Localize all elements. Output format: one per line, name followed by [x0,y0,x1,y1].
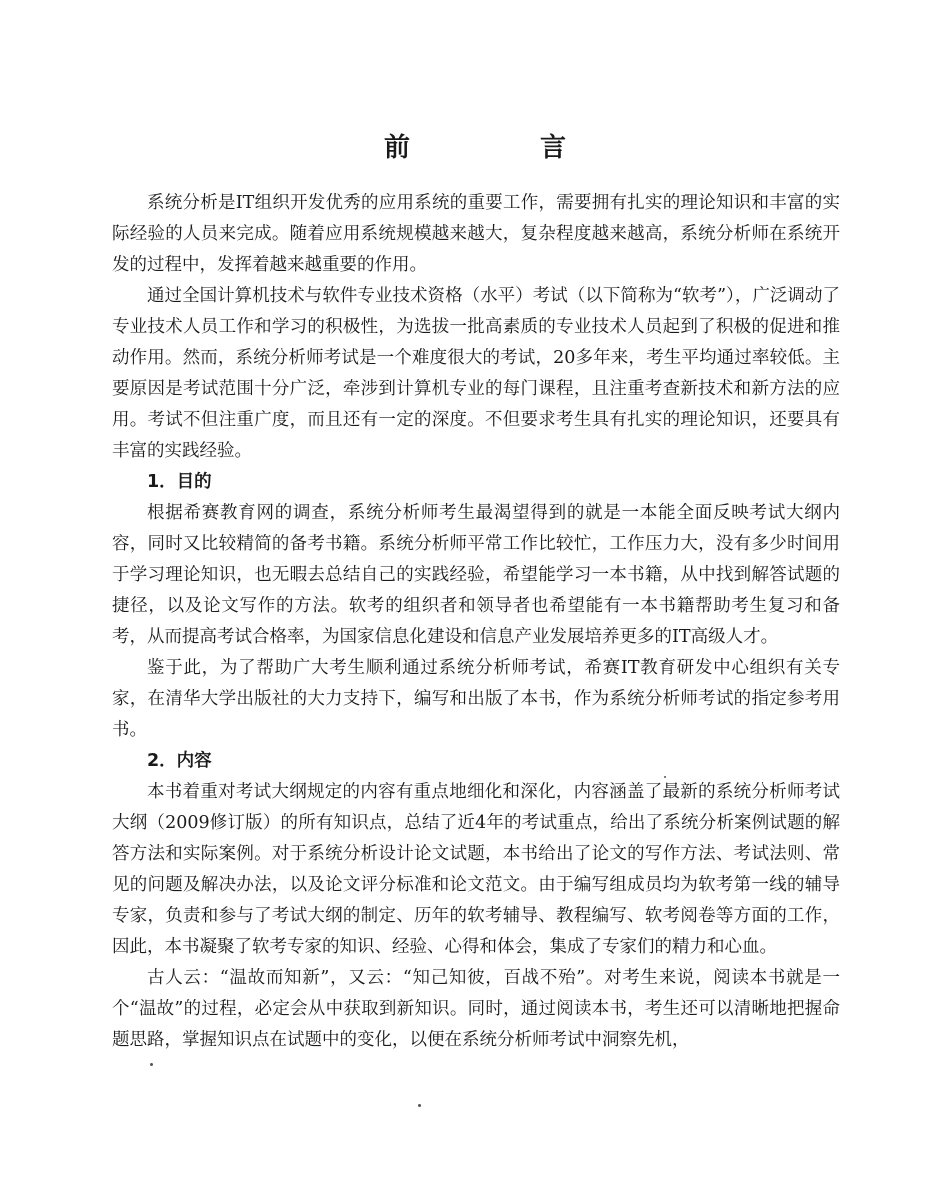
section-heading-purpose: 1．目的 [147,472,212,492]
paragraph: 通过全国计算机技术与软件专业技术资格（水平）考试（以下简称为“软考”），广泛调动了专业技术人员工作和学习的积极性，为选拔一批高素质的专业技术人员起到了积极的促进和推动作用。然而，系统分析师考试是一个难度很大的考试，20多年来，考生平均通过率较低。主要原因是考试范围十分广泛，牵涉到计算机专业的每门课程，且注重考查新技术和新方法的应用。考试不但注重广度，而且还有一定的深度。不但要求考生具有扎实的理论知识，还要具有丰富的实践经验。 [112,286,840,461]
paragraph: 系统分析是IT组织开发优秀的应用系统的重要工作，需要拥有扎实的理论知识和丰富的实际经验的人员来完成。随着应用系统规模越来越大，复杂程度越来越高，系统分析师在系统开发的过程中，发挥着越来越重要的作用。 [112,193,840,275]
scan-speck [664,776,666,778]
paragraph: 鉴于此，为了帮助广大考生顺利通过系统分析师考试，希赛IT教育研发中心组织有关专家，在清华大学出版社的大力支持下，编写和出版了本书，作为系统分析师考试的指定参考用书。 [112,658,840,740]
paragraph: 根据希赛教育网的调查，系统分析师考生最渴望得到的就是一本能全面反映考试大纲内容，同时又比较精简的备考书籍。系统分析师平常工作比较忙，工作压力大，没有多少时间用于学习理论知识，也无暇去总结自己的实践经验，希望能学习一本书籍，从中找到解答试题的捷径，以及论文写作的方法。软考的组织者和领导者也希望能有一本书籍帮助考生复习和备考，从而提高考试合格率，为国家信息化建设和信息产业发展培养更多的IT高级人才。 [112,503,840,647]
page-title: 前 言 [383,133,618,163]
body-text [112,188,840,1056]
scan-speck [150,1063,153,1066]
paragraph: 本书着重对考试大纲规定的内容有重点地细化和深化，内容涵盖了最新的系统分析师考试大纲（2009修订版）的所有知识点，总结了近4年的考试重点，给出了系统分析案例试题的解答方法和实际案例。对于系统分析设计论文试题，本书给出了论文的写作方法、考试法则、常见的问题及解决办法，以及论文评分标准和论文范文。由于编写组成员均为软考第一线的辅导专家，负责和参与了考试大纲的制定、历年的软考辅导、教程编写、软考阅卷等方面的工作，因此，本书凝聚了软考专家的知识、经验、心得和体会，集成了专家们的精力和心血。 [112,782,840,957]
scan-speck [418,1104,421,1107]
section-heading-content: 2．内容 [147,751,212,771]
paragraph: 古人云：“温故而知新”，又云：“知己知彼，百战不殆”。对考生来说，阅读本书就是一个“温故”的过程，必定会从中获取到新知识。同时，通过阅读本书，考生还可以清晰地把握命题思路，掌握知识点在试题中的变化，以便在系统分析师考试中洞察先机， [112,968,840,1050]
